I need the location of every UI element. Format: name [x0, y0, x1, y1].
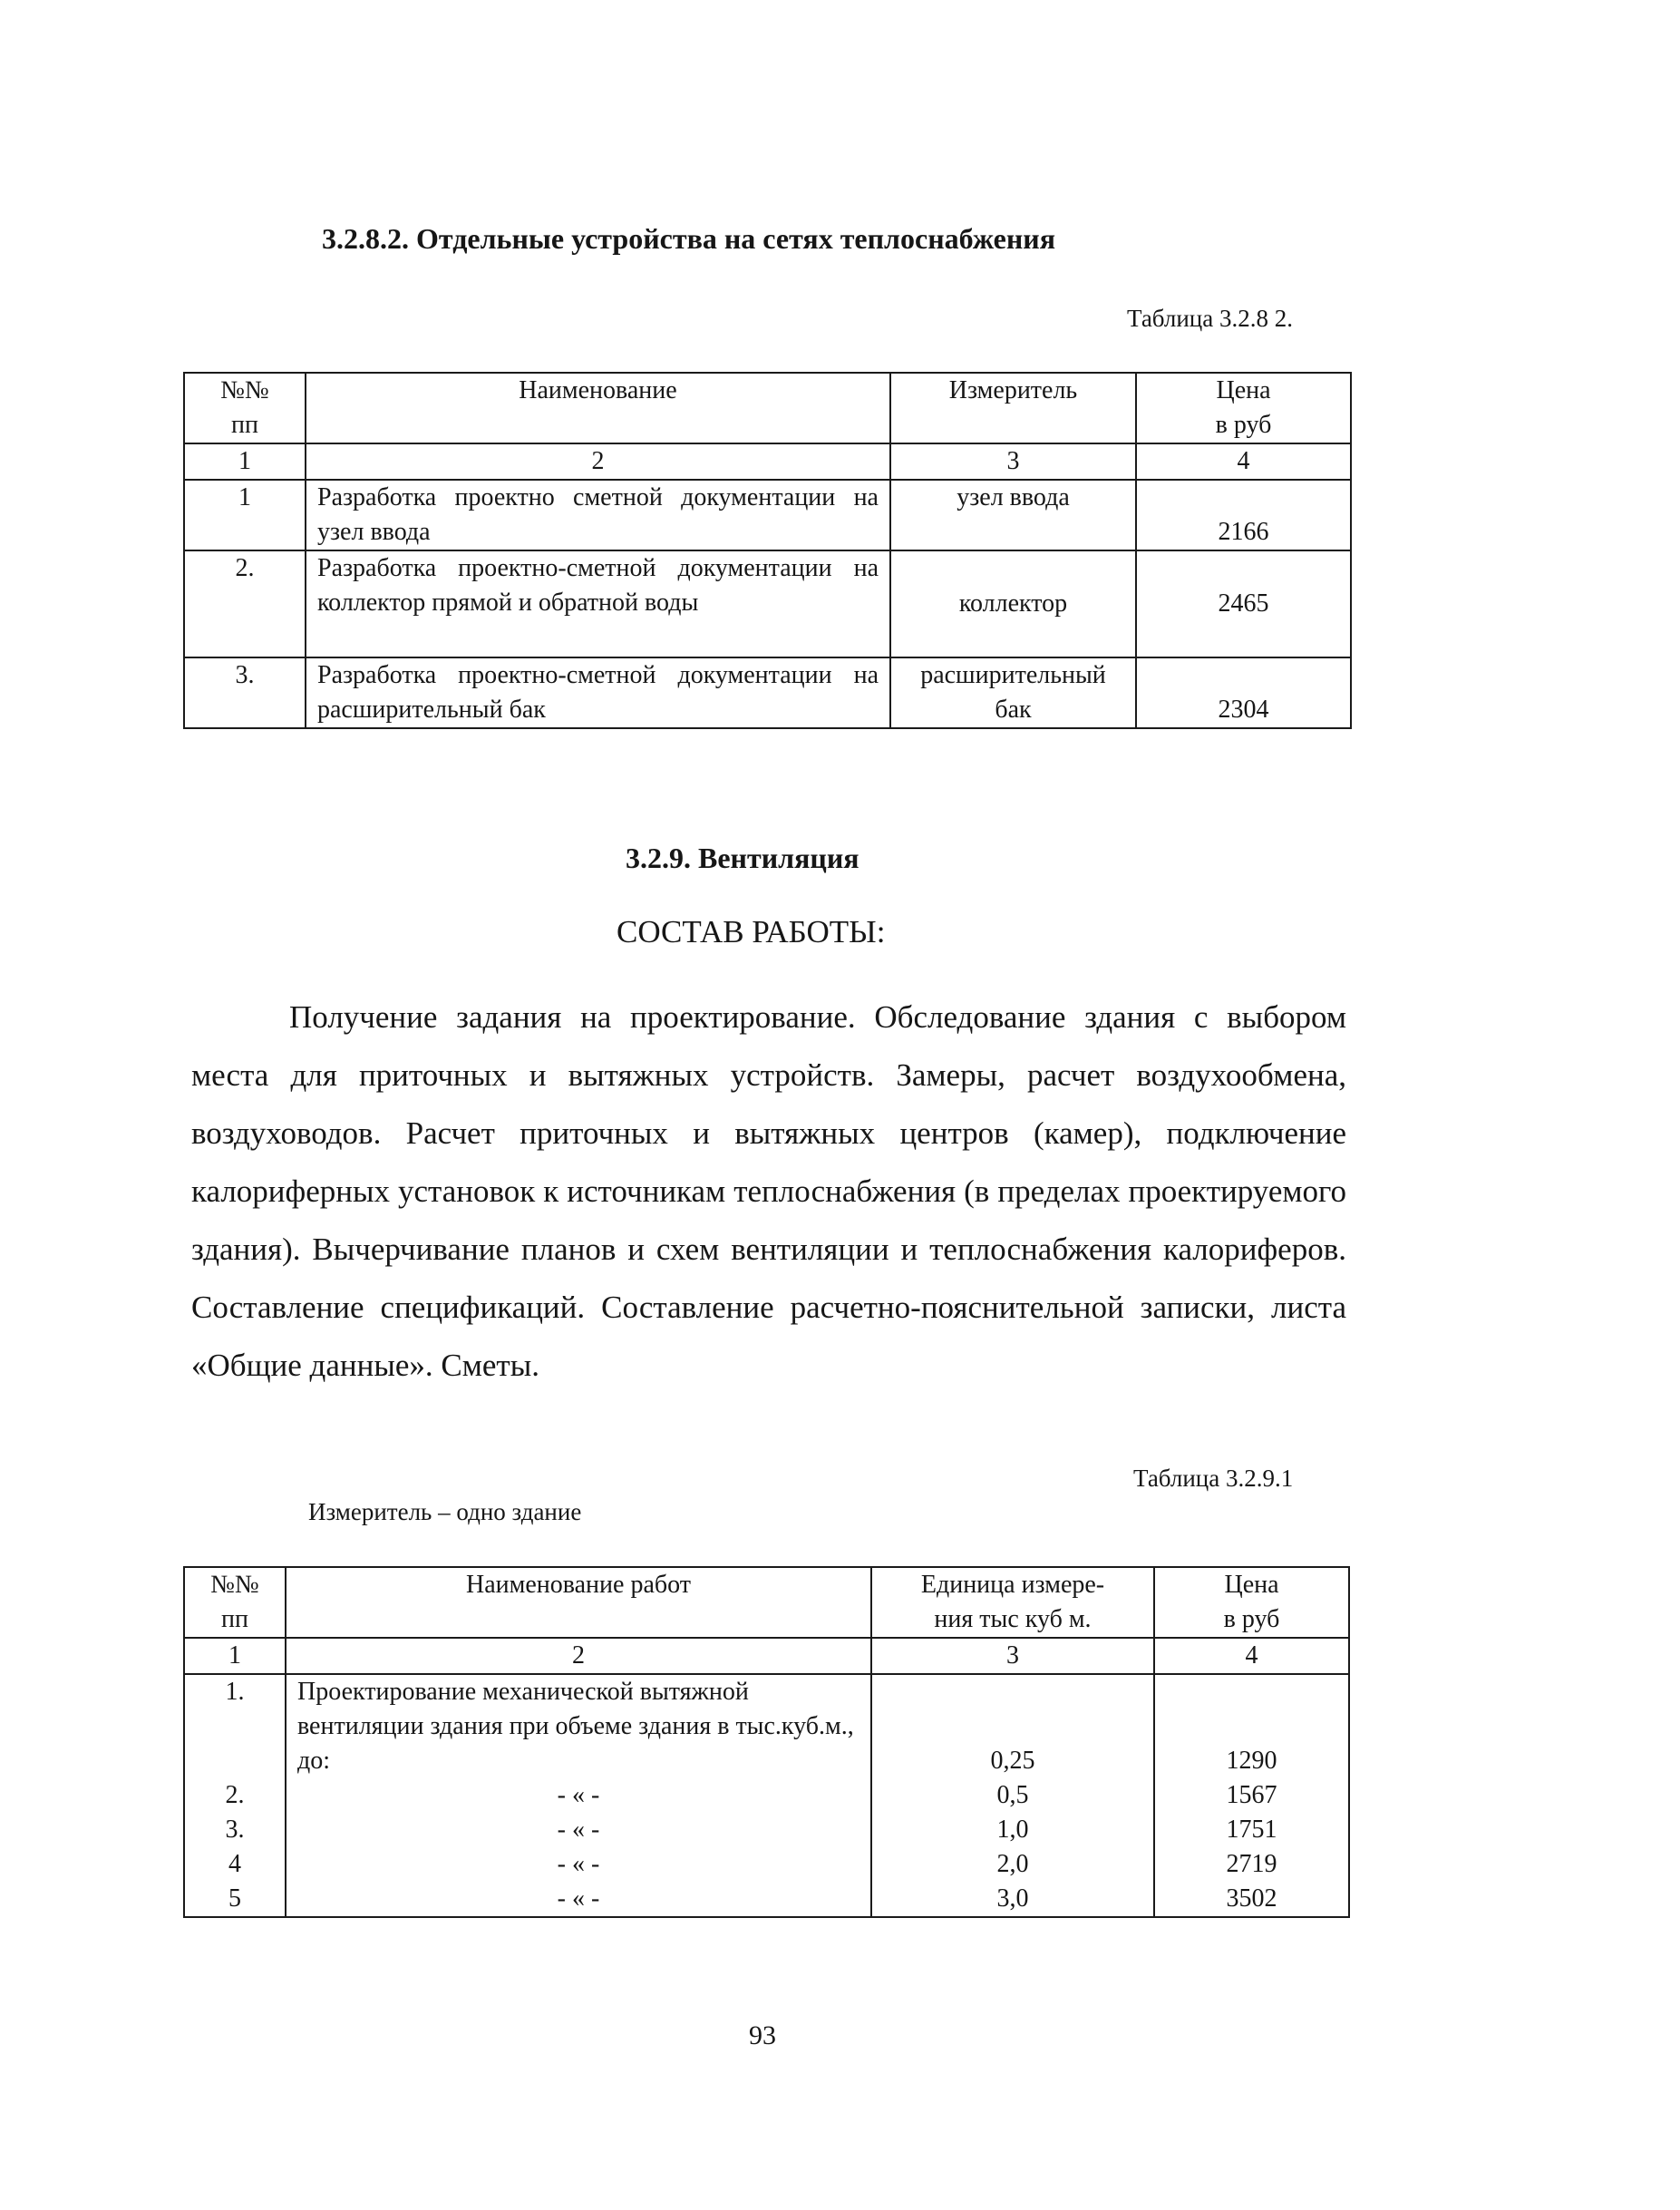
- header-unit: [871, 1567, 1154, 1638]
- column-number: 3: [871, 1638, 1154, 1674]
- header-unit: Измеритель: [890, 373, 1136, 443]
- num-column: [184, 1674, 286, 1917]
- price-column: [1154, 1674, 1349, 1917]
- table-header-row: [184, 373, 1351, 443]
- page-number: 93: [749, 2020, 776, 2050]
- column-number-row: [184, 443, 1351, 480]
- row-num: 1: [184, 480, 306, 550]
- row-unit: узел ввода: [890, 480, 1136, 550]
- row-price: 1290: [1226, 1747, 1277, 1775]
- table-row: [184, 550, 1351, 657]
- table-row: [184, 657, 1351, 728]
- table-label-3-2-9-1: Таблица 3.2.9.1: [1133, 1465, 1294, 1492]
- table-heat-supply-devices: [183, 372, 1352, 729]
- header-num-line-1: №№: [220, 376, 269, 404]
- header-name: Наименование работ: [286, 1567, 871, 1638]
- column-number: 2: [306, 443, 890, 480]
- column-number: 1: [184, 1638, 286, 1674]
- column-number: 3: [890, 443, 1136, 480]
- row-name: Разработка проектно-сметной документации на коллектор прямой и обратной воды: [306, 550, 890, 657]
- work-composition-title: СОСТАВ РАБОТЫ:: [617, 914, 886, 949]
- column-number-row: [184, 1638, 1349, 1674]
- row-num: 5: [228, 1884, 241, 1913]
- row-price: 3502: [1226, 1884, 1277, 1913]
- row-unit: 0,25: [990, 1747, 1035, 1775]
- header-price-line-2: в руб: [1223, 1605, 1280, 1633]
- column-number: 4: [1154, 1638, 1349, 1674]
- row-price: 1751: [1226, 1816, 1277, 1844]
- row-unit: расширительный бак: [890, 657, 1136, 728]
- header-num-line-2: пп: [231, 411, 258, 439]
- row-name: Разработка проектно сметной документации на узел ввода: [306, 480, 890, 550]
- section-title-ventilation: 3.2.9. Вентиляция: [626, 842, 859, 874]
- row-name: - « -: [557, 1816, 600, 1844]
- row-price: 1567: [1226, 1781, 1277, 1809]
- header-price: [1136, 373, 1351, 443]
- row-num: 2.: [225, 1781, 245, 1809]
- row-num: 2.: [184, 550, 306, 657]
- table-row: [184, 480, 1351, 550]
- row-name: - « -: [557, 1781, 600, 1809]
- row-name-first: Проектирование механической вытяжной вентиляции здания при объеме здания в тыс.куб.м., до:: [297, 1678, 854, 1775]
- row-price: 2166: [1136, 480, 1351, 550]
- unit-column: [871, 1674, 1154, 1917]
- name-column: [286, 1674, 871, 1917]
- row-name: Разработка проектно-сметной документации на расширительный бак: [306, 657, 890, 728]
- table-ventilation: [183, 1566, 1350, 1918]
- row-name: - « -: [557, 1884, 600, 1913]
- row-num: 4: [228, 1850, 241, 1878]
- row-price: 2719: [1226, 1850, 1277, 1878]
- header-price: [1154, 1567, 1349, 1638]
- table-body: [184, 1674, 1349, 1917]
- row-price: 2465: [1136, 550, 1351, 657]
- row-unit: коллектор: [890, 550, 1136, 657]
- header-price-line-2: в руб: [1215, 411, 1272, 439]
- row-unit: 1,0: [996, 1816, 1029, 1844]
- row-unit: 3,0: [996, 1884, 1029, 1913]
- header-num: [184, 1567, 286, 1638]
- row-price: 2304: [1136, 657, 1351, 728]
- row-unit: 2,0: [996, 1850, 1029, 1878]
- header-unit-line-2: ния тыс куб м.: [934, 1605, 1092, 1633]
- column-number: 4: [1136, 443, 1351, 480]
- table-label-3-2-8-2: Таблица 3.2.8 2.: [1127, 305, 1293, 332]
- header-num: [184, 373, 306, 443]
- section-title-heat-supply: 3.2.8.2. Отдельные устройства на сетях теплоснабжения: [322, 222, 1056, 255]
- row-num: 1.: [225, 1678, 245, 1706]
- row-num: 3.: [225, 1816, 245, 1844]
- header-price-line-1: Цена: [1216, 376, 1271, 404]
- header-num-line-1: №№: [210, 1571, 259, 1599]
- row-unit: 0,5: [996, 1781, 1029, 1809]
- work-composition-paragraph: Получение задания на проектирование. Обследование здания с выбором места для приточных и вытяжных устройств. Замеры, расчет воздухообмена, воздуховодов. Расчет приточных и вытяжных центров (камер), подключение калориферных установок к источникам теплоснабжения (в пределах проектируемого здания). Вычерчивание планов и схем вентиляции и теплоснабжения калориферов. Составление спецификаций. Составление расчетно-пояснительной записки, листа «Общие данные». Сметы.: [191, 999, 1346, 1383]
- row-num: 3.: [184, 657, 306, 728]
- measure-note: Измеритель – одно здание: [308, 1498, 582, 1525]
- header-num-line-2: пп: [221, 1605, 248, 1633]
- header-price-line-1: Цена: [1224, 1571, 1279, 1599]
- header-unit-line-1: Единица измере-: [920, 1571, 1105, 1599]
- table-header-row: [184, 1567, 1349, 1638]
- header-name: Наименование: [306, 373, 890, 443]
- column-number: 1: [184, 443, 306, 480]
- column-number: 2: [286, 1638, 871, 1674]
- row-name: - « -: [557, 1850, 600, 1878]
